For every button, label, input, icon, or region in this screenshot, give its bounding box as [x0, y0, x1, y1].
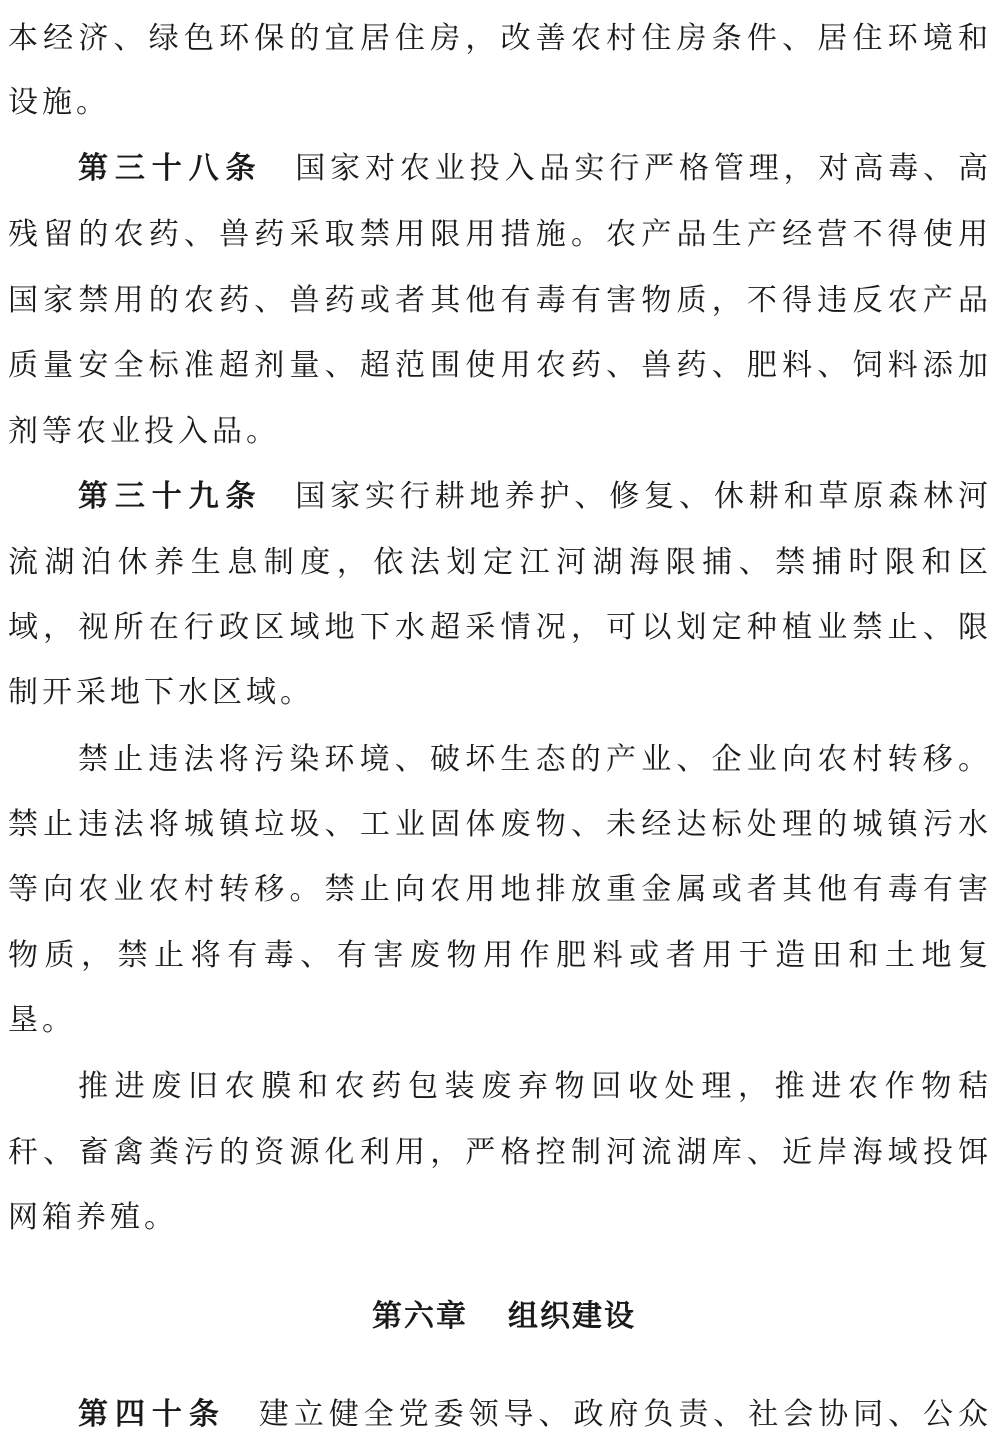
article-40-first-line [78, 1390, 988, 1440]
chapter-title: 组织建设 [508, 1299, 636, 1334]
paragraph-line: 国家禁用的农药、兽药或者其他有毒有害物质，不得违反农产品 [8, 283, 988, 318]
chapter-heading [0, 1292, 1008, 1342]
paragraph-line: 禁止违法将城镇垃圾、工业固体废物、未经达标处理的城镇污水 [8, 807, 988, 842]
article-number: 第三十九条 [78, 479, 263, 514]
paragraph-line: 本经济、绿色环保的宜居住房，改善农村住房条件、居住环境和 [8, 21, 988, 56]
paragraph-line: 等向农业农村转移。禁止向农用地排放重金属或者其他有毒有害 [8, 872, 988, 907]
article-38-first-line [78, 144, 988, 194]
paragraph-line: 流湖泊休养生息制度，依法划定江河湖海限捕、禁捕时限和区 [8, 545, 988, 580]
article-text: 建立健全党委领导、政府负责、社会协同、公众 [253, 1397, 989, 1432]
paragraph-line: 垦。 [8, 1003, 76, 1038]
paragraph-line: 禁止违法将污染环境、破坏生态的产业、企业向农村转移。 [78, 742, 988, 777]
article-text: 国家对农业投入品实行严格管理，对高毒、高 [290, 151, 989, 186]
paragraph-line: 域，视所在行政区域地下水超采情况，可以划定种植业禁止、限 [8, 610, 988, 645]
paragraph-line: 残留的农药、兽药采取禁用限用措施。农产品生产经营不得使用 [8, 217, 988, 252]
paragraph-line: 秆、畜禽粪污的资源化利用，严格控制河流湖库、近岸海域投饵 [8, 1135, 988, 1170]
paragraph-line: 设施。 [8, 85, 110, 120]
article-text: 国家实行耕地养护、修复、休耕和草原森林河 [290, 479, 989, 514]
chapter-number: 第六章 [372, 1299, 468, 1334]
paragraph-line: 推进废旧农膜和农药包装废弃物回收处理，推进农作物秸 [78, 1069, 988, 1104]
paragraph-line: 质量安全标准超剂量、超范围使用农药、兽药、肥料、饲料添加 [8, 348, 988, 383]
paragraph-line: 剂等农业投入品。 [8, 414, 280, 449]
paragraph-line: 制开采地下水区域。 [8, 675, 314, 710]
paragraph-line: 网箱养殖。 [8, 1200, 178, 1235]
article-39-first-line [78, 472, 988, 522]
article-number: 第三十八条 [78, 151, 263, 186]
article-number: 第四十条 [78, 1397, 226, 1432]
paragraph-line: 物质，禁止将有毒、有害废物用作肥料或者用于造田和土地复 [8, 938, 988, 973]
